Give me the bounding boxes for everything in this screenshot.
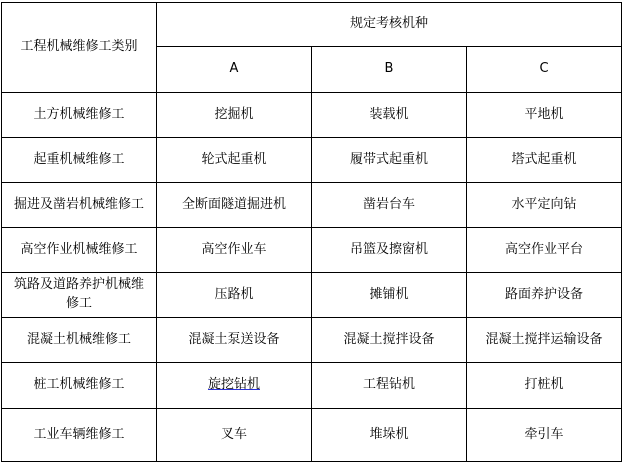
machine-cell-b: 凿岩台车: [312, 183, 467, 228]
category-cell: 桩工机械维修工: [2, 363, 157, 409]
category-cell: 掘进及凿岩机械维修工: [2, 183, 157, 228]
header-row-top: [2, 3, 622, 47]
assessment-machine-table: [1, 2, 622, 462]
machine-cell-c: 路面养护设备: [467, 273, 622, 318]
machine-cell-c: 混凝土搅拌运输设备: [467, 318, 622, 363]
machine-cell-a: 轮式起重机: [157, 138, 312, 183]
machine-cell-c: 打桩机: [467, 363, 622, 409]
machine-cell-b: 堆垛机: [312, 409, 467, 462]
machine-cell-c: 平地机: [467, 93, 622, 138]
machine-cell-a: [157, 363, 312, 409]
rotary-drilling-rig-link[interactable]: 旋挖钻机: [207, 377, 260, 393]
table-row: [2, 273, 622, 318]
machine-cell-b: 摊铺机: [312, 273, 467, 318]
table-row: [2, 183, 622, 228]
header-category-cell: 工程机械维修工类别: [2, 3, 157, 93]
grade-header-c: C: [467, 47, 622, 93]
category-cell: 起重机械维修工: [2, 138, 157, 183]
machine-cell-a: 高空作业车: [157, 228, 312, 273]
machine-cell-c: 塔式起重机: [467, 138, 622, 183]
category-cell: 混凝土机械维修工: [2, 318, 157, 363]
table-row: [2, 318, 622, 363]
machine-cell-c: 水平定向钻: [467, 183, 622, 228]
header-machines-cell: 规定考核机种: [157, 3, 622, 47]
table-row: [2, 138, 622, 183]
machine-cell-a: 叉车: [157, 409, 312, 462]
machine-cell-a: 全断面隧道掘进机: [157, 183, 312, 228]
machine-cell-c: 牵引车: [467, 409, 622, 462]
machine-cell-c: 高空作业平台: [467, 228, 622, 273]
machine-cell-b: 吊篮及擦窗机: [312, 228, 467, 273]
grade-header-b: B: [312, 47, 467, 93]
machine-cell-b: 混凝土搅拌设备: [312, 318, 467, 363]
category-cell: 筑路及道路养护机械维修工: [2, 273, 157, 318]
table-row: [2, 409, 622, 462]
category-cell: 工业车辆维修工: [2, 409, 157, 462]
category-cell: 土方机械维修工: [2, 93, 157, 138]
machine-cell-a: 混凝土泵送设备: [157, 318, 312, 363]
table-row: [2, 228, 622, 273]
grade-header-a: A: [157, 47, 312, 93]
machine-cell-b: 装载机: [312, 93, 467, 138]
machine-cell-b: 履带式起重机: [312, 138, 467, 183]
table-row: [2, 93, 622, 138]
table-row: [2, 363, 622, 409]
machine-cell-b: 工程钻机: [312, 363, 467, 409]
machine-cell-a: 挖掘机: [157, 93, 312, 138]
category-cell: 高空作业机械维修工: [2, 228, 157, 273]
machine-cell-a: 压路机: [157, 273, 312, 318]
